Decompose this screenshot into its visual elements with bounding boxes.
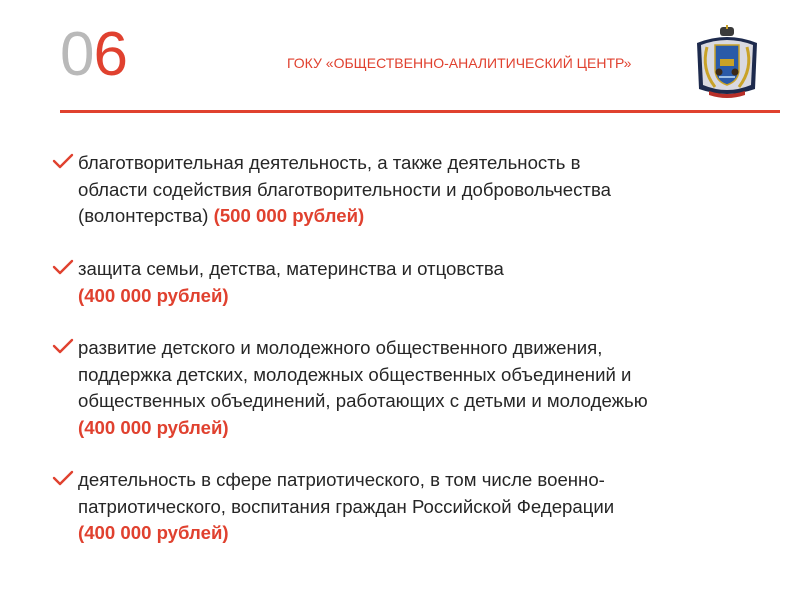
text-line [78,203,772,230]
list-item-patriotic [52,467,772,547]
amount-label: (400 000 рублей) [78,522,229,543]
list-item-youth [52,335,772,441]
list-item-charity [52,150,772,230]
text-line: области содействия благотворительности и добровольчества [78,178,611,200]
text-line: благотворительная деятельность, а также деятельность в [78,152,581,173]
check-icon [52,337,74,355]
coat-of-arms-icon [691,25,763,101]
text-fragment: (волонтерства) [78,205,214,226]
list-item-text [78,150,772,230]
text-line: защита семьи, детства, материнства и отцовства [78,258,504,279]
check-icon [52,258,74,276]
text-line: патриотического, воспитания граждан Российской Федерации [78,495,615,517]
list-item-text [78,335,772,441]
slide-number-digit: 6 [93,20,127,89]
amount-label: (400 000 рублей) [78,416,229,438]
text-line: поддержка детских, молодежных общественных объединений и [78,363,632,385]
slide-number-zero: 0 [60,20,94,89]
header-divider [60,110,780,113]
amount-label: (500 000 рублей) [213,205,365,226]
list-item-text [78,467,772,547]
text-line: деятельность в сфере патриотического, в том числе военно- [78,469,605,490]
text-line: общественных объединений, работающих с детьми и молодежью [78,390,648,411]
list-item-family [52,256,772,309]
list-item-text [78,256,772,309]
check-icon [52,469,74,487]
check-icon [52,152,74,170]
amount-label: (400 000 рублей) [78,284,229,306]
org-title: ГОКУ «ОБЩЕСТВЕННО-АНАЛИТИЧЕСКИЙ ЦЕНТР» [287,55,632,71]
text-line: развитие детского и молодежного общественного движения, [78,337,603,358]
slide-number [60,20,127,89]
